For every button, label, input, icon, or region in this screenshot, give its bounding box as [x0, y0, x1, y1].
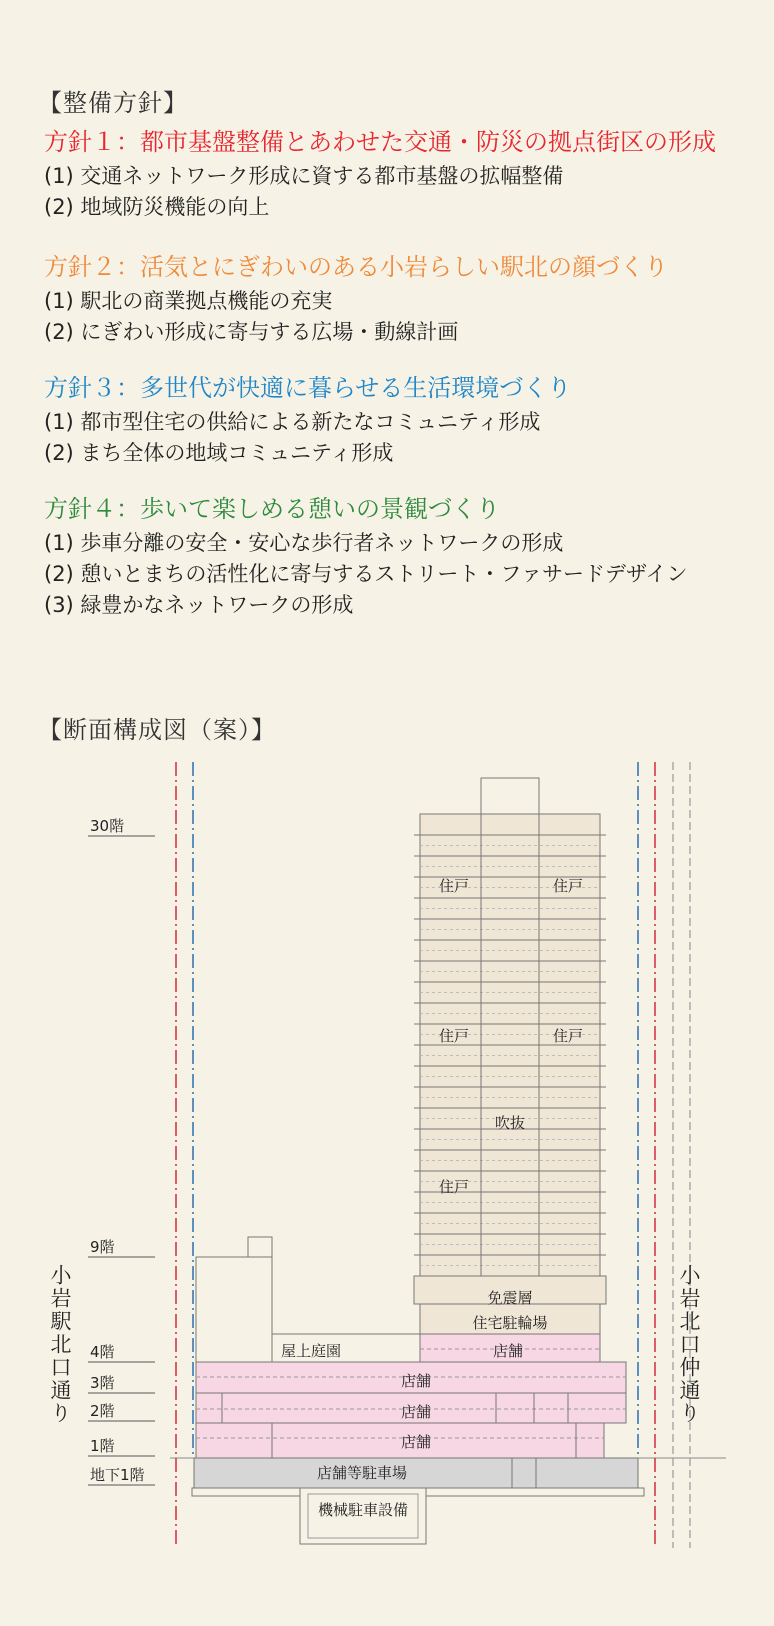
diagram-heading: 【断面構成図（案）】	[38, 716, 276, 744]
shop-label: 店舗	[400, 1403, 432, 1421]
atrium-label: 吹抜	[494, 1114, 526, 1132]
shop-label: 店舗	[492, 1342, 524, 1360]
street-label-left: 小岩駅北口通り	[48, 1264, 72, 1425]
policy-item: (3) 緑豊かなネットワークの形成	[44, 593, 354, 617]
street-label-right: 小岩北口仲通り	[677, 1264, 701, 1425]
roof-garden-label: 屋上庭園	[280, 1342, 342, 1360]
floor-label-3: 3階	[90, 1374, 115, 1392]
floor-label-4: 4階	[90, 1343, 115, 1361]
dwelling-label: 住戸	[552, 1027, 584, 1045]
policy-title: 方針３：多世代が快適に暮らせる生活環境づくり	[44, 374, 572, 402]
basement	[194, 1458, 638, 1488]
shop-label: 店舗	[400, 1433, 432, 1451]
shop-label: 店舗	[400, 1372, 432, 1390]
policies-heading: 【整備方針】	[38, 89, 188, 117]
policy-item: (2) にぎわい形成に寄与する広場・動線計画	[44, 320, 459, 344]
policy-item: (1) 駅北の商業拠点機能の充実	[44, 289, 333, 313]
floor-label-9: 9階	[90, 1238, 115, 1256]
bike-parking-label: 住宅駐輪場	[472, 1314, 548, 1332]
policy-item: (1) 交通ネットワーク形成に資する都市基盤の拡幅整備	[44, 164, 564, 188]
parking-label: 店舗等駐車場	[316, 1464, 408, 1482]
seismic-label: 免震層	[487, 1289, 533, 1307]
floor-label-30: 30階	[90, 817, 125, 835]
mech-parking-label: 機械駐車設備	[317, 1501, 409, 1519]
policy-item: (1) 都市型住宅の供給による新たなコミュニティ形成	[44, 410, 541, 434]
dwelling-label: 住戸	[438, 877, 470, 895]
midrise-block	[196, 1257, 272, 1362]
policy-title: 方針１：都市基盤整備とあわせた交通・防災の拠点街区の形成	[44, 128, 716, 156]
tower-crown	[481, 778, 539, 814]
policy-title: 方針４：歩いて楽しめる憩いの景観づくり	[44, 495, 500, 523]
floor-label-1: 1階	[90, 1437, 115, 1455]
policy-item: (1) 歩車分離の安全・安心な歩行者ネットワークの形成	[44, 531, 564, 555]
dwelling-label: 住戸	[552, 877, 584, 895]
policy-item: (2) 憩いとまちの活性化に寄与するストリート・ファサードデザイン	[44, 562, 688, 586]
dwelling-label: 住戸	[438, 1178, 470, 1196]
floor-label-b1: 地下1階	[90, 1466, 145, 1484]
policy-item: (2) 地域防災機能の向上	[44, 195, 270, 219]
policy-title: 方針２：活気とにぎわいのある小岩らしい駅北の顔づくり	[44, 253, 668, 281]
floor-label-2: 2階	[90, 1402, 115, 1420]
policy-item: (2) まち全体の地域コミュニティ形成	[44, 441, 394, 465]
dwelling-label: 住戸	[438, 1027, 470, 1045]
